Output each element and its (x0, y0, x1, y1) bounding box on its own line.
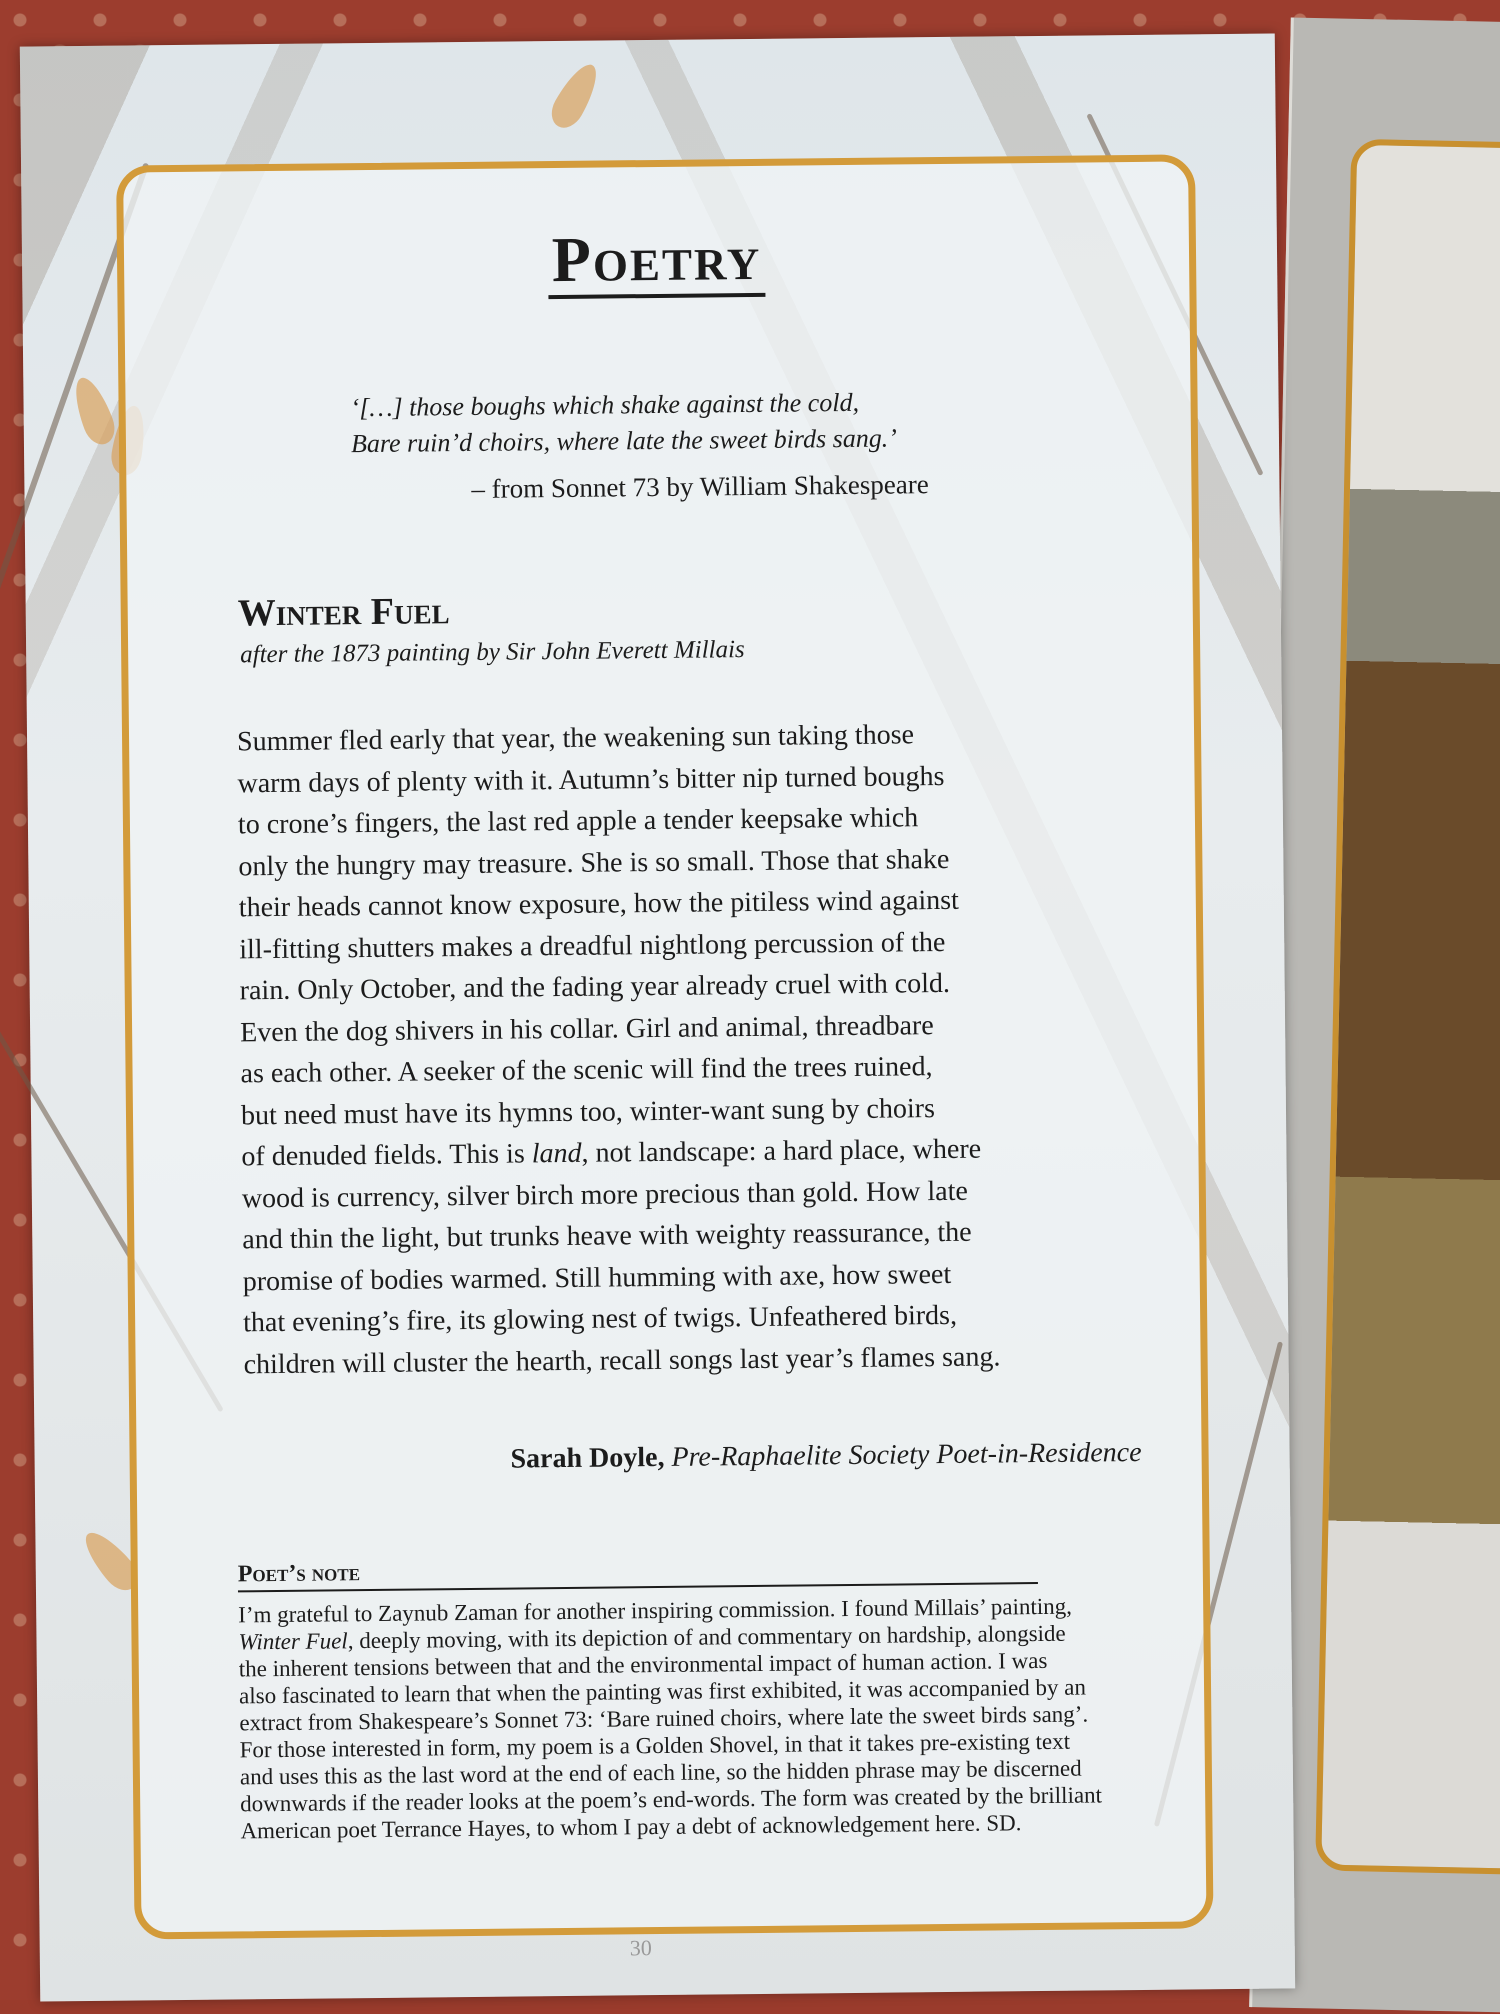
poem-emphasis: land (531, 1137, 582, 1170)
note-line: the inherent tensions between that and the environmental impact of human action. I was (238, 1647, 1048, 1682)
poem-text: , not landscape: a hard place, where (581, 1133, 982, 1169)
poem-line: ill-fitting shutters makes a dreadful nightlong percussion of the (239, 926, 946, 965)
byline (510, 1437, 1141, 1476)
note-line: American poet Terrance Hayes, to whom I pay a debt of acknowledgement here. SD. (240, 1810, 1022, 1844)
poem-body (237, 712, 1124, 1385)
poem-line: as each other. A seeker of the scenic will find the trees ruined, (240, 1051, 933, 1090)
note-text: , deeply moving, with its depiction of and commentary on hardship, alongside (347, 1620, 1066, 1654)
poem-line: their heads cannot know exposure, how the pitiless wind against (238, 884, 960, 924)
poem-line: warm days of plenty with it. Autumn’s bitter nip turned boughs (237, 760, 945, 799)
page-title: Poetry (124, 216, 1190, 301)
poem-line: only the hungry may treasure. She is so small. Those that shake (238, 843, 950, 882)
leaf-decoration (67, 373, 120, 449)
note-line: For those interested in form, my poem is a Golden Shovel, in that it takes pre-existing text (239, 1728, 1071, 1763)
note-line: I’m grateful to Zaynub Zaman for another inspiring commission. I found Millais’ painting, (238, 1593, 1073, 1628)
poem-line: children will cluster the hearth, recall songs last year’s flames sang. (243, 1340, 1001, 1380)
poem-title: Winter Fuel (237, 590, 450, 635)
poem-line: promise of bodies warmed. Still humming with axe, how sweet (242, 1258, 952, 1297)
note-line: extract from Shakespeare’s Sonnet 73: ‘Bare ruined choirs, where late the sweet birds sang’. (239, 1701, 1089, 1736)
leaf-decoration (545, 58, 605, 134)
epigraph-line: Bare ruin’d choirs, where late the sweet birds sang.’ (350, 423, 898, 459)
note-emphasis: Winter Fuel (238, 1628, 348, 1655)
poem-line: wood is currency, silver birch more precious than gold. How late (241, 1175, 968, 1214)
poem-line: Summer fled early that year, the weakening sun taking those (236, 719, 915, 758)
epigraph-source: – from Sonnet 73 by William Shakespeare (471, 469, 929, 504)
poem-line: Even the dog shivers in his collar. Girl and animal, threadbare (239, 1009, 934, 1048)
epigraph-line: ‘[…] those boughs which shake against the cold, (350, 387, 860, 423)
author-role: Pre-Raphaelite Society Poet-in-Residence (671, 1436, 1142, 1473)
epigraph (350, 384, 897, 462)
poem-text: of denuded fields. This is (241, 1138, 532, 1173)
note-heading: Poet’s note (238, 1553, 1038, 1592)
poem-line: but need must have its hymns too, winter-want sung by choirs (240, 1092, 936, 1131)
painting-illustration (1315, 139, 1500, 1876)
poem-subtitle: after the 1873 painting by Sir John Everett Millais (240, 636, 745, 669)
text-frame (116, 154, 1214, 1939)
author-name: Sarah Doyle, (510, 1441, 665, 1475)
poem-line: and thin the light, but trunks heave with weighty reassurance, the (242, 1216, 972, 1256)
note-line: and uses this as the last word at the end of each line, so the hidden phrase may be discerned (239, 1755, 1082, 1790)
magazine-page (20, 33, 1295, 2001)
note-line: downwards if the reader looks at the poem’s end-words. The form was created by the brilliant (240, 1782, 1103, 1817)
poets-note (238, 1591, 1190, 1844)
poem-line: that evening’s fire, its glowing nest of twigs. Unfeathered birds, (243, 1299, 958, 1339)
note-line: also fascinated to learn that when the painting was first exhibited, it was accompanied by an (238, 1674, 1087, 1709)
poem-line: to crone’s fingers, the last red apple a tender keepsake which (237, 802, 919, 841)
page-number: 30 (629, 1935, 652, 1961)
poem-line: rain. Only October, and the fading year already cruel with cold. (239, 967, 951, 1007)
